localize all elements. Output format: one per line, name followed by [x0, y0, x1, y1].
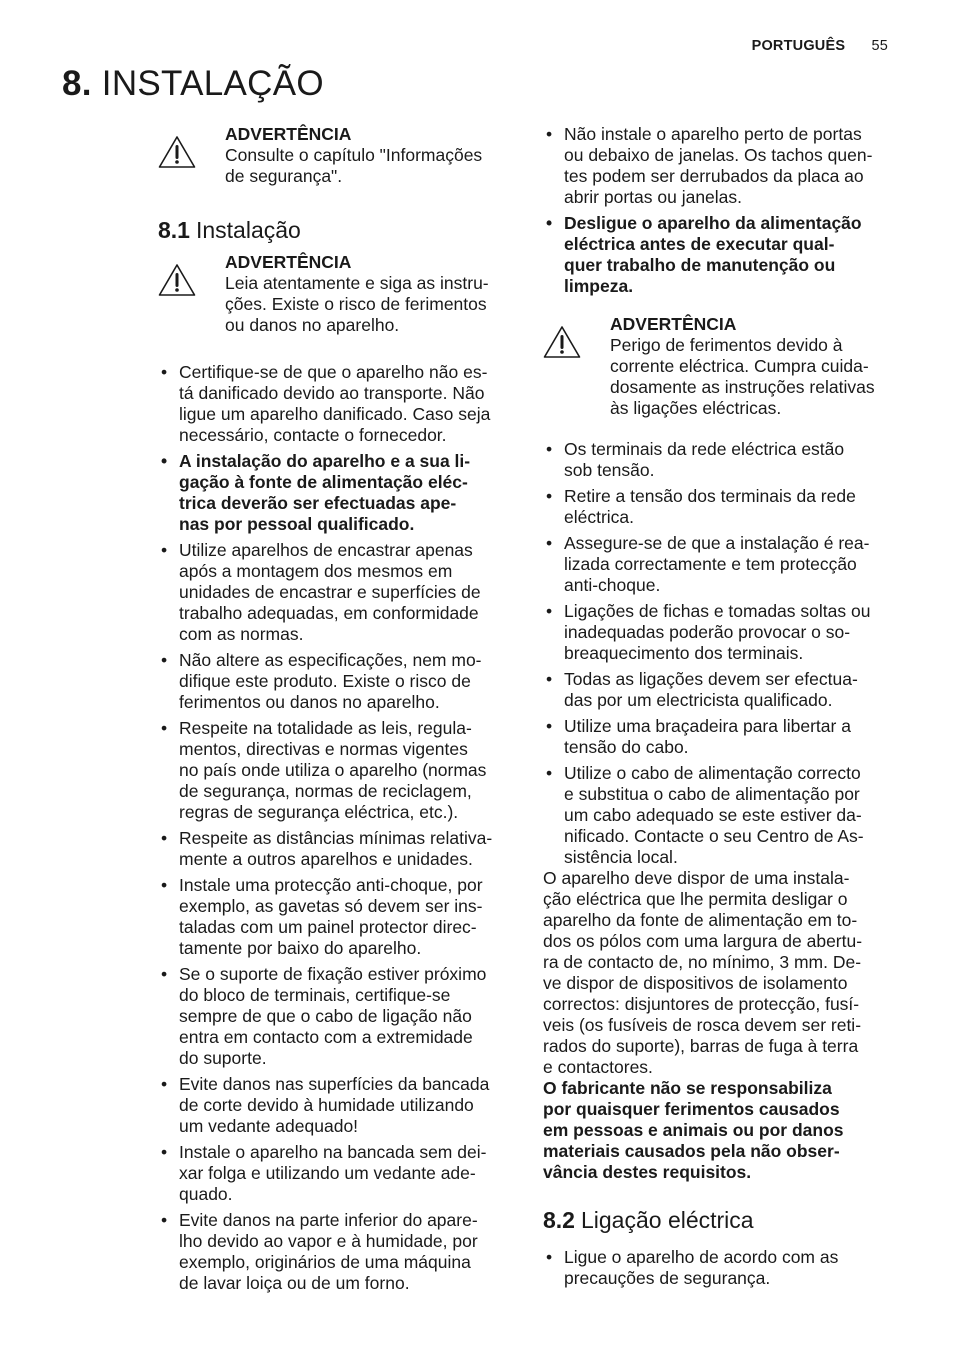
warning-line: ções. Existe o risco de ferimentos: [225, 294, 487, 314]
installation-list-continued: [543, 124, 899, 297]
list-item-line: exemplo, as gavetas só devem ser ins-: [179, 896, 483, 916]
list-item-line: taladas com um painel protector direc-: [179, 917, 477, 937]
list-item-line: xar folga e utilizando um vedante ade-: [179, 1163, 476, 1183]
list-item: [158, 718, 514, 823]
list-item-line: • Certifique-se de que o aparelho não es-: [179, 362, 488, 382]
list-item-line: tes podem ser derrubados da placa ao: [564, 166, 864, 186]
header-language: PORTUGUÊS: [751, 38, 846, 54]
isolation-paragraph: [543, 868, 899, 1078]
chapter-title-text: INSTALAÇÃO: [101, 64, 324, 103]
paragraph-line: aparelho da fonte de alimentação em to-: [543, 910, 858, 930]
paragraph-line: ve dispor de dispositivos de isolamento: [543, 973, 848, 993]
section-title-8-2: [543, 1207, 899, 1234]
list-item-line: das por um electricista qualificado.: [564, 690, 833, 710]
list-item-line: • Ligue o aparelho de acordo com as: [564, 1247, 839, 1267]
paragraph-line: rados do suporte), barras de fuga à terra: [543, 1036, 859, 1056]
list-item: [158, 540, 514, 645]
paragraph-line: ção eléctrica que lhe permita desligar o: [543, 889, 848, 909]
list-item-line: exemplo, originários de uma máquina: [179, 1252, 471, 1272]
list-item-line: um cabo adequado se este estiver da-: [564, 805, 862, 825]
section-number: 8.2: [543, 1207, 575, 1233]
list-item-line: • Ligações de fichas e tomadas soltas ou: [564, 601, 871, 621]
list-item-line: precauções de segurança.: [564, 1268, 771, 1288]
list-item: [543, 1247, 899, 1289]
list-item-line: eléctrica.: [564, 507, 635, 527]
warning-intro: [158, 124, 514, 187]
warning-line: ou danos no aparelho.: [225, 315, 400, 335]
list-item-line: quer trabalho de manutenção ou: [564, 255, 836, 275]
electrical-list: [543, 439, 899, 868]
list-item-line: ou debaixo de janelas. Os tachos quen-: [564, 145, 873, 165]
warning-triangle-icon: [158, 135, 196, 169]
list-item-line: ferimentos ou danos no aparelho.: [179, 692, 440, 712]
list-item: [158, 964, 514, 1069]
list-item: [543, 533, 899, 596]
page-header: [752, 38, 888, 54]
list-item-line: de segurança, normas de reciclagem,: [179, 781, 472, 801]
warning-line: às ligações eléctricas.: [610, 398, 782, 418]
list-item-line: abrir portas ou janelas.: [564, 187, 743, 207]
list-item-line: tá danificado devido ao transporte. Não: [179, 383, 485, 403]
list-item: [158, 828, 514, 870]
connection-list: [543, 1247, 899, 1289]
list-item: [543, 716, 899, 758]
section-title-text: Instalação: [195, 217, 301, 243]
list-item: [543, 124, 899, 208]
list-item-line: anti-choque.: [564, 575, 661, 595]
warning-8-1: [158, 252, 514, 336]
list-item-line: • Se o suporte de fixação estiver próximo: [179, 964, 487, 984]
list-item: [158, 1210, 514, 1294]
warning-line: corrente eléctrica. Cumpra cuida-: [610, 356, 869, 376]
list-item-line: de lavar loiça ou de um forno.: [179, 1273, 410, 1293]
list-item-line: unidades de encastrar e superfícies de: [179, 582, 481, 602]
list-item-line: um vedante adequado!: [179, 1116, 359, 1136]
warning-electrical: [543, 314, 899, 419]
list-item: [158, 1142, 514, 1205]
list-item: [543, 601, 899, 664]
right-column: [543, 124, 899, 1294]
list-item-line: quado.: [179, 1184, 233, 1204]
list-item-line: mentos, directivas e normas vigentes: [179, 739, 468, 759]
list-item-line: • Instale uma protecção anti-choque, por: [179, 875, 483, 895]
list-item-line: • Evite danos nas superfícies da bancada: [179, 1074, 490, 1094]
list-item-line: mente a outros aparelhos e unidades.: [179, 849, 473, 869]
list-item-line: • Não altere as especificações, nem mo-: [179, 650, 482, 670]
list-item-line: gação à fonte de alimentação eléc-: [179, 472, 468, 492]
list-item-line: inadequadas poderão provocar o so-: [564, 622, 851, 642]
list-item-line: • Retire a tensão dos terminais da rede: [564, 486, 856, 506]
list-item-line: com as normas.: [179, 624, 304, 644]
section-title-8-1: [158, 217, 514, 244]
list-item: [158, 875, 514, 959]
list-item-line: lizada correctamente e tem protecção: [564, 554, 857, 574]
warning-line: Perigo de ferimentos devido à: [610, 335, 843, 355]
list-item-line: regras de segurança eléctrica, etc.).: [179, 802, 459, 822]
list-item: [158, 451, 514, 535]
list-item-line: sempre de que o cabo de ligação não: [179, 1006, 472, 1026]
list-item: [158, 1074, 514, 1137]
list-item-line: sob tensão.: [564, 460, 655, 480]
warning-line: dosamente as instruções relativas: [610, 377, 875, 397]
liability-paragraph: [543, 1078, 899, 1183]
paragraph-line: e contactores.: [543, 1057, 653, 1077]
list-item-line: • Respeite na totalidade as leis, regula-: [179, 718, 472, 738]
list-item-line: • Os terminais da rede eléctrica estão: [564, 439, 845, 459]
warning-line: Leia atentamente e siga as instru-: [225, 273, 489, 293]
paragraph-line: materiais causados pela não obser-: [543, 1141, 840, 1161]
section-title-text: Ligação eléctrica: [580, 1207, 754, 1233]
list-item-line: do suporte.: [179, 1048, 267, 1068]
paragraph-line: vância destes requisitos.: [543, 1162, 752, 1182]
list-item: [543, 486, 899, 528]
list-item-line: • Utilize o cabo de alimentação correcto: [564, 763, 861, 783]
list-item-line: lho devido ao vapor e à humidade, por: [179, 1231, 478, 1251]
list-item-line: sistência local.: [564, 847, 678, 867]
paragraph-line: veis (os fusíveis de rosca devem ser reti-: [543, 1015, 862, 1035]
paragraph-line: correctos: disjuntores de protecção, fusí-: [543, 994, 860, 1014]
list-item: [158, 650, 514, 713]
list-item-line: e substitua o cabo de alimentação por: [564, 784, 860, 804]
list-item-line: tamente por baixo do aparelho.: [179, 938, 422, 958]
list-item-line: • Respeite as distâncias mínimas relativa-: [179, 828, 493, 848]
list-item-line: • Utilize aparelhos de encastrar apenas: [179, 540, 473, 560]
list-item-line: de corte devido à humidade utilizando: [179, 1095, 474, 1115]
list-item-line: eléctrica antes de executar qual-: [564, 234, 835, 254]
list-item-line: limpeza.: [564, 276, 634, 296]
list-item-line: • Instale o aparelho na bancada sem dei-: [179, 1142, 487, 1162]
list-item-line: • A instalação do aparelho e a sua li-: [179, 451, 471, 471]
list-item-line: tensão do cabo.: [564, 737, 689, 757]
list-item-line: nas por pessoal qualificado.: [179, 514, 415, 534]
warning-line: Consulte o capítulo "Informações: [225, 145, 483, 165]
warning-title: ADVERTÊNCIA: [610, 314, 737, 334]
list-item-line: trabalho adequadas, em conformidade: [179, 603, 479, 623]
list-item-line: trica deverão ser efectuadas ape-: [179, 493, 457, 513]
list-item: [543, 669, 899, 711]
installation-list: [158, 362, 514, 1294]
list-item-line: do bloco de terminais, certifique-se: [179, 985, 451, 1005]
list-item-line: nificado. Contacte o seu Centro de As-: [564, 826, 864, 846]
list-item: [543, 439, 899, 481]
list-item-line: • Utilize uma braçadeira para libertar a: [564, 716, 851, 736]
list-item-line: no país onde utiliza o aparelho (normas: [179, 760, 487, 780]
list-item-line: • Não instale o aparelho perto de portas: [564, 124, 862, 144]
warning-triangle-icon: [158, 263, 196, 297]
paragraph-line: por quaisquer ferimentos causados: [543, 1099, 840, 1119]
page-number: 55: [871, 38, 888, 54]
list-item-line: • Evite danos na parte inferior do apare-: [179, 1210, 478, 1230]
paragraph-line: ra de contacto de, no mínimo, 3 mm. De-: [543, 952, 862, 972]
paragraph-line: dos os pólos com uma largura de abertu-: [543, 931, 863, 951]
paragraph-line: em pessoas e animais ou por danos: [543, 1120, 844, 1140]
list-item: [543, 213, 899, 297]
list-item: [158, 362, 514, 446]
chapter-number: 8.: [62, 64, 92, 103]
list-item-line: ligue um aparelho danificado. Caso seja: [179, 404, 491, 424]
list-item-line: difique este produto. Existe o risco de: [179, 671, 471, 691]
paragraph-line: O aparelho deve dispor de uma instala-: [543, 868, 850, 888]
section-number: 8.1: [158, 217, 190, 243]
list-item-line: breaquecimento dos terminais.: [564, 643, 804, 663]
list-item-line: necessário, contacte o fornecedor.: [179, 425, 447, 445]
warning-triangle-icon: [543, 325, 581, 359]
list-item-line: • Desligue o aparelho da alimentação: [564, 213, 862, 233]
list-item-line: após a montagem dos mesmos em: [179, 561, 453, 581]
warning-title: ADVERTÊNCIA: [225, 124, 352, 144]
list-item-line: • Todas as ligações devem ser efectua-: [564, 669, 858, 689]
list-item-line: • Assegure-se de que a instalação é rea-: [564, 533, 870, 553]
list-item: [543, 763, 899, 868]
list-item-line: entra em contacto com a extremidade: [179, 1027, 473, 1047]
paragraph-line: O fabricante não se responsabiliza: [543, 1078, 832, 1098]
left-column: [158, 124, 514, 1299]
chapter-title: [62, 64, 324, 104]
warning-line: de segurança".: [225, 166, 343, 186]
warning-title: ADVERTÊNCIA: [225, 252, 352, 272]
